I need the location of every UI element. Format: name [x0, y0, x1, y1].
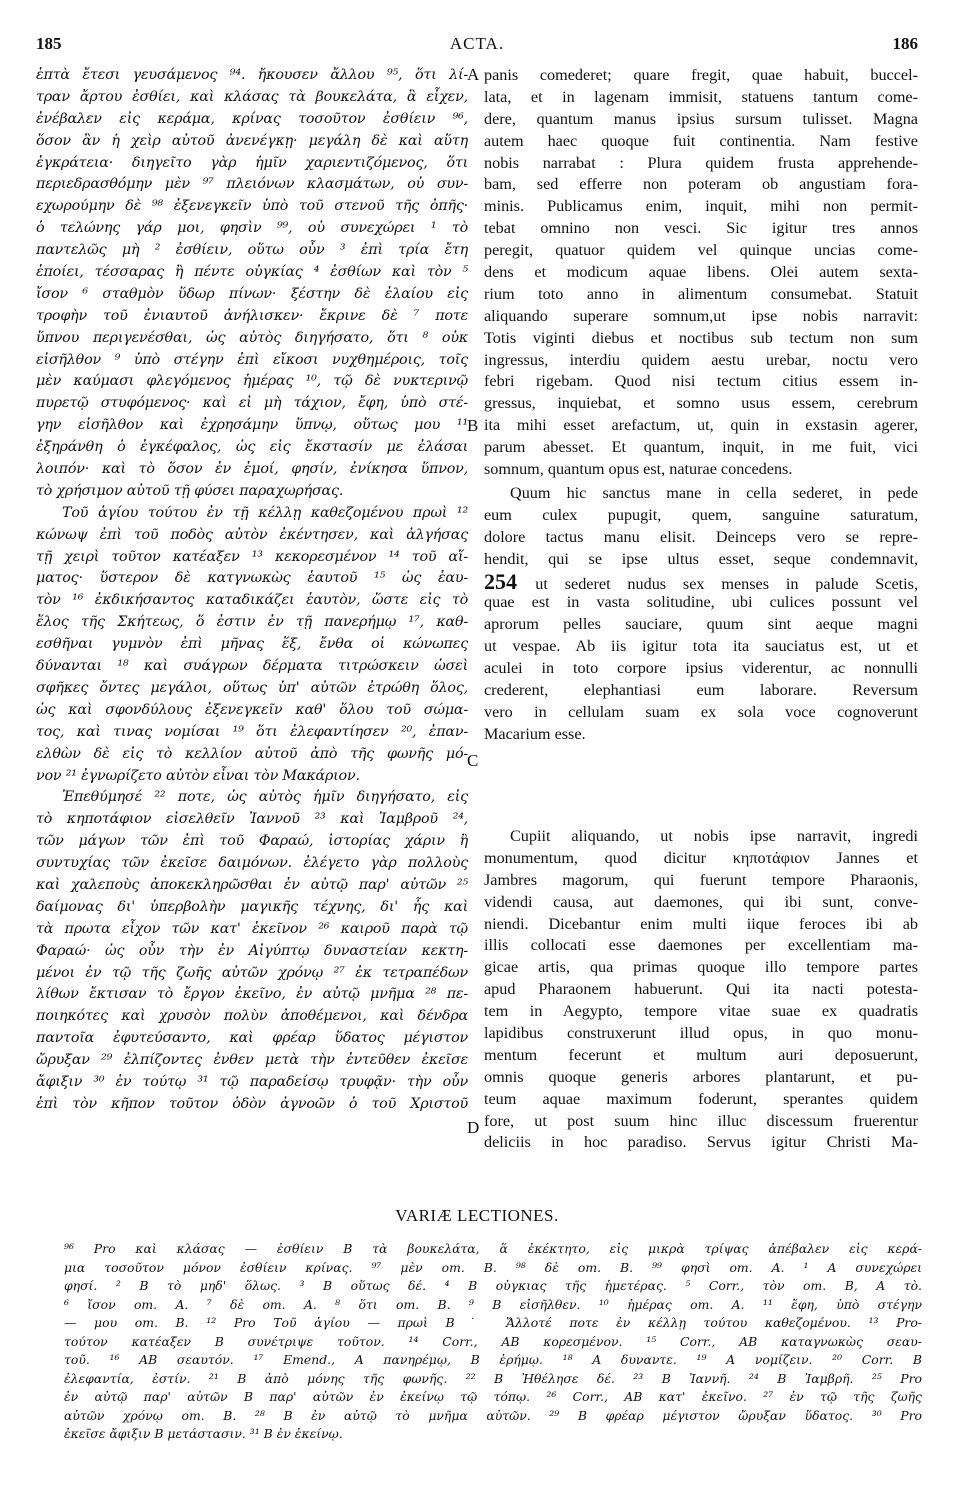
greek-text-line: καὶ χαλεποὺς ἀποκεκληρῶσθαι ἐν αὐτῷ παρ' αὐτῶν ²⁵ [36, 876, 468, 893]
latin-text-line: Totis viginti diebus et noctibus sub tectum non sum [484, 328, 918, 347]
variant-note-line: τούτον κατέαξεν B συνέτριψε τοῦτον. ¹⁴ Corr., AB κορεσμένον. ¹⁵ Corr., AB καταγνωκὼς σεαυ- [64, 1333, 922, 1349]
variant-note-line: τοῦ. ¹⁶ AB σεαυτόν. ¹⁷ Emend., A πανηρέμῳ, B ἐρήμῳ. ¹⁸ A δυναντε. ¹⁹ A νομίζειν. ²⁰ Corr. B [64, 1352, 922, 1367]
greek-text-line: τροφὴν τοῦ ἐνιαυτοῦ ἀνήλισκεν· ἔκρινε δὲ ⁷ ποτε [36, 307, 468, 324]
greek-text-line: ἐπὶ τὸν κῆπον τοῦτον ὁδὸν ἀγνοῶν ὁ τοῦ Χριστοῦ [36, 1095, 468, 1112]
greek-text-line: παντοῖα ἐφυτεύσαντο, καὶ φρέαρ ὕδατος μέγιστον [36, 1030, 468, 1047]
greek-text-line: εἰσῆλθον ⁹ ὑπὸ στέγην ἐπὶ εἴκοσι νυχθημέροις, τοῖς [36, 351, 468, 368]
latin-text-line: apud Pharaonem habuerunt. Qui ita nacti potesta- [484, 980, 918, 999]
greek-text-line: μὲν καύμασι φλεγόμενος ἡμέρας ¹⁰, τῷ δὲ νυκτερινῷ [36, 373, 468, 390]
margin-marker-a: A [467, 65, 480, 84]
page-number-left: 185 [36, 34, 62, 53]
latin-column-part-2 [484, 483, 918, 746]
greek-text-line: σφῆκες ὄντες μεγάλοι, οὕτως ὑπ' αὐτῶν ἐτρώθη ὅλος, [36, 679, 468, 696]
latin-text-line: lapidibus construxerunt illud opus, in quo monu- [484, 1024, 918, 1043]
greek-text-line: δύνανται ¹⁸ καὶ συάγρων δέρματα τιτρώσκειν ὡσεὶ [36, 658, 468, 675]
latin-text-line: dere, quantum manus ipsius sursum tulisset. Magna [484, 109, 918, 128]
running-title: ACTA. [449, 34, 505, 53]
latin-text-line: Cupiit aliquando, ut nobis ipse narravit, ingredi [510, 827, 918, 845]
margin-marker-b: B [467, 416, 479, 435]
page-number-right: 186 [892, 34, 918, 53]
latin-text-line: fore, ut post suum hinc illuc discessum fruerentur [484, 1111, 918, 1130]
greek-text-line: τος, καὶ τινας νομίσαι ¹⁹ ὅτι ἐλεφαντίησεν ²⁰, ἐπαν- [36, 723, 468, 740]
greek-text-line: ἐξηράνθη ὁ ἐγκέφαλος, ὡς εἰς ἔκστασίν με ἐλάσαι [36, 439, 468, 456]
latin-text-line: febri rigebam. Quod nisi tectum citius essem in- [484, 372, 918, 391]
greek-text-line: ὁ τελώνης γάρ μοι, φησὶν ⁹⁹, οὐ συνεχώρει ¹ τὸ [36, 220, 468, 237]
greek-text-line: ἐποίει, τέσσαρας ἢ πέντε οὐγκίας ⁴ ἐσθίων καὶ τὸν ⁵ [36, 264, 468, 281]
greek-text-line: παντελῶς μὴ ² ἐσθίειν, οὕτω οὖν ³ ἐπὶ τρία ἔτη [36, 242, 468, 259]
greek-text-line: τὸ κηποτάφιον εἰσελθεῖν Ἰαννοῦ ²³ καὶ Ἰαμβροῦ ²⁴, [36, 811, 468, 828]
greek-text-line: ἐγκράτεια· διηγεῖτο γὰρ ἡμῖν χαριεντιζόμενος, ὅτι [36, 154, 468, 171]
greek-text-line: συντυχίας τῶν ἐκεῖσε δαιμόνων. ἐλέγετο γὰρ πολλοὺς [36, 855, 468, 872]
greek-text-line: ὤρυξαν ²⁹ ἐλπίζοντες ἐνθεν μετὰ τὴν ἐντεῦθεν ἐκεῖσε [36, 1052, 468, 1069]
greek-text-line: Ἐπεθύμησέ ²² ποτε, ὡς αὐτὸς ἡμῖν διηγήσατο, εἰς [62, 789, 468, 806]
variant-note-line: μια τοσοῦτον μόνον ἐσθίειν κρίνας. ⁹⁷ μὲν om. B. ⁹⁸ δὲ om. B. ⁹⁹ φησὶ om. A. ¹ A συνεχώρει [64, 1259, 922, 1275]
latin-text-line: parum abesset. Et quantum, inquit, in me fuit, vici [484, 438, 918, 457]
latin-text-line: Jambres magorum, qui fuerunt tempore Pharaonis, [484, 870, 918, 889]
greek-text-line: ἴσον ⁶ σταθμὸν ὕδωρ πίνων· ξέστην δὲ ἐλαίου εἰς [36, 285, 468, 302]
latin-text-line: gressus, inquiebat, et somno usus essem, cerebrum [484, 394, 918, 413]
margin-marker-c: C [467, 751, 479, 770]
latin-text-line: aculei in toto corpore ipsius viderentur, ac nonnulli [484, 659, 918, 678]
latin-text-line: somnum, quantum opus est, naturae concedens. [484, 460, 793, 479]
latin-text-line: gicae artis, qua primas quoque illo tempore partes [484, 958, 918, 977]
latin-text-line: videndi causa, aut daemones, qui ibi sunt, conve- [484, 892, 918, 911]
greek-text-line: ὕπνου περιγενέσθαι, ὡς αὐτὸς διηγήσατο, ὅτι ⁸ οὐκ [36, 329, 468, 346]
greek-text-line: ὅσον ἂν ἡ χεὶρ αὐτοῦ ἀνενέγκῃ· μεγάλη δὲ καὶ αὕτη [36, 132, 468, 149]
latin-text-line: omnis quoque generis arbores plantarunt, et pu- [484, 1067, 918, 1086]
latin-text-line: tem in Aegypto, tempore vitae suae ex quadratis [484, 1002, 918, 1021]
latin-text-line: nobis narrabat : Plura quidem frusta apprehende- [484, 153, 918, 172]
latin-text-line: autem haec quoque fuit continentia. Nam festive [484, 131, 918, 150]
latin-text-line: dolore tactus manu elisit. Deinceps vero se repre- [484, 527, 918, 546]
greek-text-line: δαίμονας δι' ὑπερβολὴν μαγικῆς τέχνης, δι' ἧς καὶ [36, 898, 468, 915]
greek-text-line: κώνωψ ἐπὶ τοῦ ποδὸς αὐτὸν ἐκέντησεν, καὶ ἀλγήσας [36, 526, 468, 543]
column-number-254: 254 [484, 570, 536, 593]
greek-text-line: ελθὼν δὲ εἰς τὸ κελλίον αὐτοῦ ἀπὸ τῆς φωνῆς μό- [36, 745, 468, 762]
latin-text-line: dens et modicum aquae libens. Olei autem sexta- [484, 263, 918, 282]
greek-text-line: ποιηκότες καὶ χρυσὸν πολὺν ἀποθέμενοι, καὶ δένδρα [36, 1008, 468, 1025]
latin-text-line: Macarium esse. [484, 724, 586, 743]
greek-text-line: μένοι ἐν τῷ τῆς ζωῆς αὐτῶν χρόνῳ ²⁷ ἐκ τετραπέδων [36, 964, 468, 981]
latin-column-part-3 [484, 826, 918, 1154]
latin-text-line: deliciis in hoc paradiso. Servus igitur Christi Ma- [484, 1133, 918, 1152]
greek-text-line: ἄφιξιν ³⁰ ἐν τούτῳ ³¹ τῷ παραδείσῳ τρυφᾷν· τὴν οὖν [36, 1073, 468, 1090]
latin-text-line: eum culex pupugit, quem, sanguine saturatum, [484, 505, 918, 524]
latin-text-line: bam, sed efferre non poteram ob angustiam fora- [484, 175, 918, 194]
greek-text-line: ἑπτὰ ἔτεσι γευσάμενος ⁹⁴. ἤκουσεν ἄλλου ⁹⁵, ὅτι λί- [36, 67, 468, 83]
latin-text-line: ut vespae. Ab iis igitur tota ita sauciatus est, ut et [484, 637, 918, 656]
latin-text-line: tebat omnino non vesci. Sic igitur tres annos [484, 219, 918, 238]
latin-column-part-1 [484, 65, 918, 481]
greek-text-line: εχωρούμην δὲ ⁹⁸ ἐξενεγκεῖν ὑπὸ τοῦ στενοῦ τῆς ὀπῆς· [36, 198, 468, 215]
latin-text-line: peregit, quatuor quidem vel quinque uncias come- [484, 241, 918, 260]
running-header [36, 34, 918, 58]
variant-note-line: φησί. ² B τὸ μηδ' ὅλως. ³ B οὕτως δέ. ⁴ B οὐγκιας τῆς ἡμετέρας. ⁵ Corr., τὸν om. B, A τὸ. [64, 1278, 922, 1293]
variae-lectiones-heading: VARIÆ LECTIONES. [395, 1206, 559, 1225]
greek-text-line: τὰ πρωτα εἶχον τῶν κατ' ἐκεῖνον ²⁶ καιροῦ παρὰ τῷ [36, 920, 468, 937]
latin-text-line: vero in cellulam suam ex sola voce cognoverunt [484, 702, 918, 721]
greek-text-line: ματος· ὕστερον δὲ κατγνωκὼς ἑαυτοῦ ¹⁵ ὡς ἑαυ- [36, 570, 468, 587]
greek-text-line: λοιπόν· καὶ τὸ ὅσον ἐν ἐμοί, φησίν, ἐνίκησα ὕπνον, [36, 461, 468, 478]
latin-text-line: ita mihi esset arefactum, ut, quin in exstasin agerer, [484, 416, 918, 435]
latin-text-line: aprorum pelles sauciare, quum sint aeque magni [484, 615, 918, 634]
latin-text-line: rium toto anno in alimentum consumebat. Statuit [484, 284, 918, 303]
latin-text-line: hendit, qui se ipse ultus esset, seque condemnavit, [484, 549, 918, 568]
latin-text-line: crederent, elephantiasi eum laborare. Reversum [484, 681, 918, 700]
greek-text-line: τραν ἄρτου ἐσθίει, καὶ κλάσας τὰ βουκελάτα, ἃ εἶχεν, [36, 88, 468, 105]
greek-text-line: Φαραώ· ὡς οὖν τὴν ἐν Αἰγύπτῳ δυναστείαν κεκτη- [36, 942, 468, 959]
greek-text-line: τῇ χειρὶ τοῦτον κατέαξεν ¹³ κεκορεσμένον ¹⁴ τοῦ αἵ- [36, 548, 468, 565]
variant-note-line: ⁹⁶ Pro καὶ κλάσας — ἐσθίειν B τὰ βουκελάτα, ἅ ἐκέκτητο, εἰς μικρὰ τρίψας ἀπέβαλεν εἰς κερά- [64, 1241, 922, 1256]
variant-note-line: ⁶ ἴσον om. A. ⁷ δὲ om. A. ⁸ ὅτι om. B. ⁹ B εἰσῆλθεν. ¹⁰ ἡμέρας om. A. ¹¹ ἔφη, ὑπὸ στέγην [64, 1296, 922, 1312]
latin-text-line: panis comederet; quare fregit, quae habuit, buccel- [484, 66, 918, 84]
latin-text-line: ingressus, interdiu quidem aestu urebar, noctu vero [484, 350, 918, 369]
greek-text-line: πυρετῷ στυφόμενος· καὶ εἰ μὴ τάχιον, ἔφη, ὑπὸ στέ- [36, 395, 468, 412]
variant-note-line: ἐλεφαντία, ἐστίν. ²¹ B ἀπὸ μόνης τῆς φωνῆς. ²² B Ἠθέλησε δέ. ²³ B Ἰαννῆ. ²⁴ B Ἰαμβρῆ. ²⁵ Pro [64, 1370, 922, 1386]
latin-text-line: minis. Publicamus enim, inquit, mihi non permit- [484, 197, 918, 216]
greek-text-line: ὡς καὶ σφονδύλους ἐξενεγκεῖν καθ' ὅλου τοῦ σώμα- [36, 701, 468, 718]
variant-note-line: ἐν αὐτῷ παρ' αὐτῶν B παρ' αὐτῶν ἐν ἐκείνῳ τῷ τόπῳ. ²⁶ Corr., AB κατ' ἐκεῖνο. ²⁷ ἐν τῷ τῆς ζωῆς [64, 1389, 922, 1404]
variant-note-line: ἐκεῖσε ἄφιξιν B μετάστασιν. ³¹ B ἐν ἐκείνῳ. [64, 1426, 343, 1441]
greek-text-line: τὸ χρήσιμον αὐτοῦ τῇ φύσει παραχωρήσας. [36, 482, 344, 499]
greek-text-line: λίθων ἔκτισαν τὸ ἔργον ἐκεῖνο, ἐν αὐτῷ μνῆμα ²⁸ πε- [36, 986, 468, 1003]
latin-text-line: quae est in vasta solitudine, ubi culices possunt vel [484, 593, 918, 612]
greek-text-line: ἐνέβαλεν εἰς κεράμα, κρίνας τοσοῦτον ἐσθίειν ⁹⁶, [36, 110, 468, 127]
latin-text-line: illis collocati esse daemones per excellentiam ma- [484, 936, 918, 955]
latin-text-line: teum aquae maximum foderunt, sperantes quidem [484, 1089, 918, 1108]
greek-column [36, 65, 468, 1116]
latin-text-line: monumentum, quod dicitur κηποτάφιον Jannes et [484, 848, 918, 867]
greek-text-line: γην εἰσῆλθον καὶ ἐχρησάμην ὕπνῳ, οὕτως μου ¹¹ [36, 417, 468, 434]
latin-text-line: 254 ut sederet nudus sex menses in palude Scetis, [484, 570, 918, 593]
latin-text-line: lata, et in lagenam immisit, statuens tantum come- [484, 87, 918, 106]
greek-text-line: περιεδρασθόμην μὲν ⁹⁷ πλειόνων κλασμάτων, οὐ συν- [36, 176, 468, 193]
greek-text-line: ἕλος τῆς Σκήτεως, ὅ ἐστιν ἐν τῇ πανερήμῳ ¹⁷, καθ- [36, 614, 468, 631]
greek-text-line: εσθῆναι γυμνὸν ἐπὶ μῆνας ἕξ, ἔνθα οἱ κώνωπες [36, 636, 468, 653]
variant-note-line: αὐτῶν χρόνῳ om. B. ²⁸ B ἐν αὐτῷ τὸ μνῆμα αὐτῶν. ²⁹ B φρέαρ μέγιστον ὤρυξαν ὕδατος. ³⁰ Pro [64, 1407, 922, 1423]
margin-marker-d: D [467, 1118, 480, 1137]
variant-note-line: — μου om. B. ¹² Pro Τοῦ ἁγίου — πρωὶ B˙ Ἄλλοτέ ποτε ἐν κέλλῃ τούτου καθεζομένου. ¹³ Pro- [64, 1315, 922, 1330]
latin-text-line: niendi. Dicebantur enim multi iique feroces ibi ab [484, 914, 918, 933]
latin-text-line: aliquando superare somnum,ut ipse nobis narravit: [484, 306, 918, 325]
latin-text-line: Quum hic sanctus mane in cella sederet, in pede [510, 484, 918, 502]
latin-text-line: mentum fecerunt et multum auri deposuerunt, [484, 1045, 918, 1064]
variant-readings-notes [64, 1240, 922, 1444]
greek-text-line: νον ²¹ ἐγνωρίζετο αὐτὸν εἶναι τὸν Μακάριον. [36, 767, 360, 784]
greek-text-line: τὸν ¹⁶ ἐκδικήσαντος καταδικάζει ἑαυτὸν, ὥστε εἰς τὸ [36, 592, 468, 609]
greek-text-line: Τοῦ ἁγίου τούτου ἐν τῇ κέλλῃ καθεζομένου πρωὶ ¹² [62, 504, 468, 521]
greek-text-line: τῶν μάγων τῶν ἐπὶ τοῦ Φαραώ, ἱστορίας χάριν ἢ [36, 833, 468, 850]
